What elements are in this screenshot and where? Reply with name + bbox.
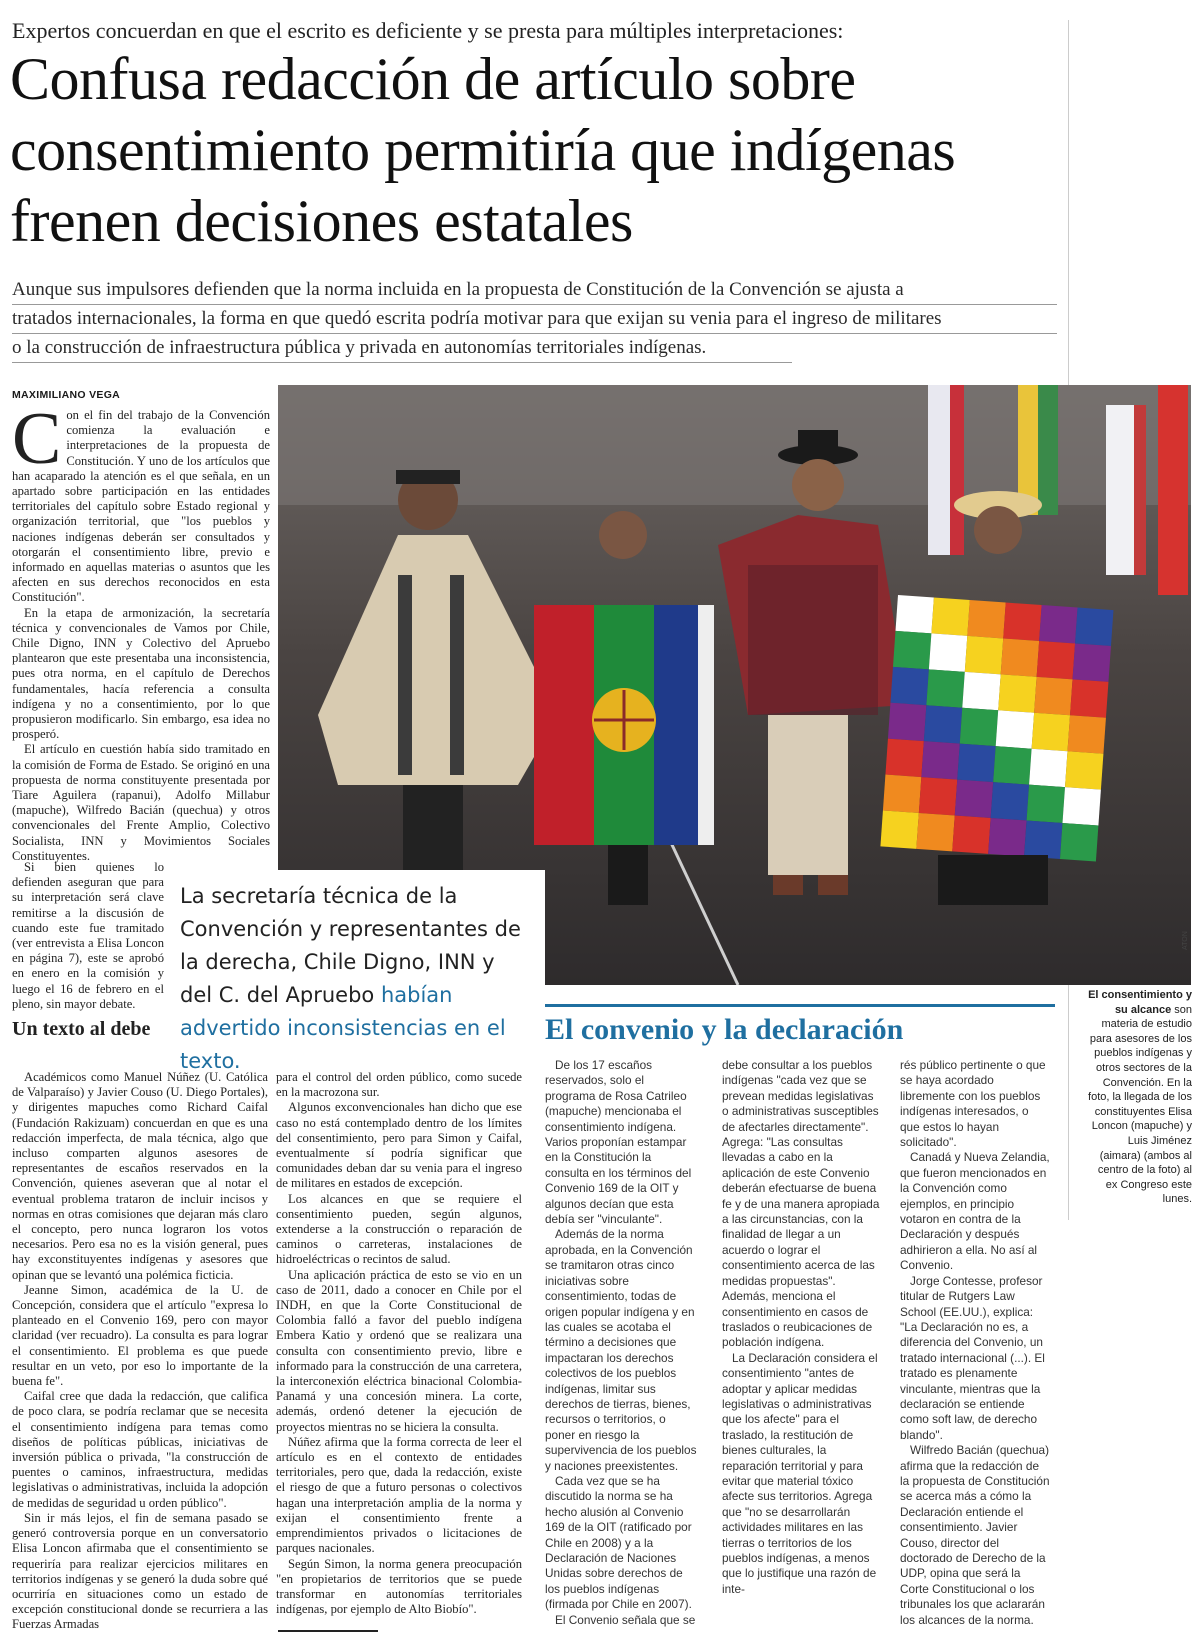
- paragraph: Académicos como Manuel Núñez (U. Católica de Valparaíso) y Javier Couso (U. Diego Portales), y dirigentes mapuches como Richard Caifal (Fundación Rakizuam) concuerdan en que es una redacción imperfecta, de mala técnica, algo que incluso comparten algunos asesores de representantes de escaños reservados en la Convención, quienes aseveran que al notar el eventual problema trataron de incluir incisos y normas en otras comisiones que dejaran más claro el concepto, pero nunca lograron los votos necesarios. Pero esa no es la visión general, pues hay exconstituyentes indígenas y asesores que opinan que se levantó una polémica ficticia.: [12, 1070, 268, 1282]
- body-column-a-narrow: [12, 860, 164, 1048]
- paragraph: El artículo en cuestión había sido tramitado en la comisión de Forma de Estado. Se originó en una propuesta de norma constituyente presentada por Tiare Aguilera (rapanui), Adolfo Millabur (mapuche), Wilfredo Bacián (quechua) y otros convencionales del Frente Amplio, Colectivo Socialista, INN y Movimientos Sociales Constituyentes.: [12, 742, 270, 863]
- box-paragraph: rés público pertinente o que se haya acordado libremente con los pueblos indígenas interesados, o que estos lo hayan solicitado".: [900, 1058, 1046, 1150]
- byline: MAXIMILIANO VEGA: [12, 389, 121, 401]
- paragraph: Una aplicación práctica de esto se vio en un caso de 2011, dado a conocer en Chile por el INDH, en que la Corte Constitucional de Colombia falló a favor del pueblo indígena Embera Katio y ordenó que se realizara una consulta con consentimiento previo, libre e informado para la construcción de una carretera, la interconexión eléctrica binacional Colombia-Panamá y una concesión minera. La corte, además, ordenó detener la ejecución de proyectos mientras no se hiciera la consulta.: [276, 1267, 522, 1434]
- paragraph: Con el fin del trabajo de la Convención comienza la evaluación e interpretaciones de la propuesta de Constitución. Y uno de los artículos que han acaparado la atención es el que señala, en un apartado sobre participación en las entidades territoriales del capítulo sobre Estado regional y organización territorial, que "los pueblos y naciones indígenas deberán ser consultados y otorgarán el consentimiento libre, previo e informado en aquellas materias o asuntos que les afecten en sus derechos reconocidos en esta Constitución".: [12, 398, 270, 605]
- paragraph: Núñez afirma que la forma correcta de leer el artículo es en el contexto de entidades territoriales, pero que, dada la redacción, existe el riesgo de que a futuro personas o colectivos hagan una interpretación amplia de la norma y exijan el consentimiento frente a emprendimientos privados o licitaciones de parques nacionales.: [276, 1434, 522, 1556]
- box-column-3: [900, 1058, 1050, 1628]
- body-column-a: [12, 398, 270, 864]
- pull-quote-highlight: habían advertido inconsistencias en el texto.: [180, 983, 506, 1073]
- headline: Confusa redacción de artículo sobre consentimiento permitiría que indígenas frenen decisiones estatales: [10, 46, 956, 254]
- paragraph: Los alcances en que se requiere el consentimiento pueden, según algunos, extenderse a la construcción o reparación de caminos o carreteras, instalaciones de hidroeléctricas o recintos de salud.: [276, 1191, 522, 1267]
- box-paragraph: Cada vez que se ha discutido la norma se ha hecho alusión al Convenio 169 de la OIT (ratificado por Chile en 2008) y a la Declaración de Naciones Unidas sobre derechos de los pueblos indígenas (firmada por Chile en 2007).: [545, 1473, 692, 1612]
- paragraph: Según Simon, la norma genera preocupación "en propietarios de territorios que se puede transformar en autonomías territoriales indígenas, por ejemplo de Alto Biobío".: [276, 1556, 522, 1617]
- body-column-a-lower: [12, 1070, 268, 1633]
- paragraph: Jeanne Simon, académica de la U. de Concepción, considera que el artículo "expresa lo planteado en el Convenio 169, pero con mayor claridad (ver recuadro). La consulta es para lograr el consentimiento. El problema es que puede resultar en un veto, por eso lo importante de la buena fe".: [12, 1282, 268, 1389]
- photo-credit: ATON: [1182, 931, 1189, 950]
- box-paragraph: De los 17 escaños reservados, solo el programa de Rosa Catrileo (mapuche) mencionaba el consentimiento indígena. Varios proponían estampar en la Constitución la consulta en los términos del Convenio 169 de la OIT y algunos decían que esta debía ser "vinculante".: [545, 1058, 692, 1227]
- box-paragraph: Jorge Contesse, profesor titular de Rutgers Law School (EE.UU.), explica: "La Declaración no es, a diferencia del Convenio, un tratado internacional (...). El tratado es plenamente vinculante, mientras que la declaración se entiende como soft law, de derecho blando".: [900, 1273, 1045, 1442]
- box-top-rule: [545, 1004, 1055, 1007]
- box-paragraph: La Declaración considera el consentimiento "antes de adoptar y aplicar medidas legislativas o administrativas que los afecte" para el traslado, la restitución de bienes culturales, la reparación territorial y para evitar que material tóxico afecte sus territorios. Agrega que "no se desarrollarán actividades militares en las tierras o territorios de los pueblos indígenas, a menos que lo justifique una razón de inte-: [722, 1350, 878, 1596]
- box-paragraph: debe consultar a los pueblos indígenas "cada vez que se prevean medidas legislativas o administrativas susceptibles de afectarles directamente". Agrega: "Las consultas llevadas a cabo en la aplicación de este Convenio deberán efectuarse de buena fe y de una manera apropiada a las circunstancias, con la finalidad de llegar a un acuerdo o lograr el consentimiento acerca de las medidas propuestas". Además, menciona el consentimiento en casos de traslados o reubicaciones de población indígena.: [722, 1058, 880, 1350]
- pull-quote-text: La secretaría técnica de la Convención y representantes de la derecha, Chile Digno, INN y del C. del Apruebo: [180, 884, 521, 1007]
- body-column-b: [276, 1070, 522, 1617]
- box-column-1: [545, 1058, 697, 1628]
- photo-caption: [1084, 988, 1192, 1207]
- caption-lead: El consentimiento y su alcance: [1088, 989, 1192, 1016]
- box-paragraph: Canadá y Nueva Zelandia, que fueron mencionados en la Convención como ejemplos, en principio votaron en contra de la Declaración y después adhirieron a ella. No así al Convenio.: [900, 1150, 1050, 1273]
- paragraph: En la etapa de armonización, la secretaría técnica y convencionales de Vamos por Chile, Chile Digno, INN y Colectivo del Apruebo plantearon que este presentaba una inconsistencia, pues otra norma, en el capítulo de Derechos fundamentales, hacía referencia a consulta indígena y no a consentimiento, por lo que propusieron modificarlo. Sin embargo, esa idea no prosperó.: [12, 605, 270, 742]
- box-paragraph: Wilfredo Bacián (quechua) afirma que la redacción de la propuesta de Constitución se acerca más a cómo la Declaración entiende el consentimiento. Javier Couso, director del doctorado de Derecho de la UDP, opina que será la Corte Constitucional o los tribunales los que aclararán los alcances de la norma.: [900, 1443, 1050, 1627]
- end-rule: [278, 1630, 378, 1632]
- paragraph: Si bien quienes lo defienden aseguran que para su interpretación será clave remitirse a la discusión de cuando este fue tramitado (ver entrevista a Elisa Loncon en página 7), este se aprobó en enero en la comisión y luego el 16 de febrero en el pleno, sin mayor debate.: [12, 860, 164, 1011]
- deck-line: o la construcción de infraestructura pública y privada en autonomías territoriales indígenas.: [12, 334, 792, 363]
- deck: [12, 276, 1057, 363]
- drop-cap: C: [12, 398, 62, 480]
- paragraph: Sin ir más lejos, el fin de semana pasado se generó controversia porque en un conversatorio Elisa Loncon afirmaba que el consentimiento se requeriría para realizar ejercicios militares en territorios indígenas y se generó la duda sobre qué ocurriría en situaciones como un estado de excepción constitucional donde se recurriera a las Fuerzas Armadas: [12, 1510, 268, 1632]
- paragraph: Algunos exconvencionales han dicho que ese caso no está contemplado dentro de los límites del consentimiento, pero para Simon y Caifal, eventualmente sí podría significar que comunidades deban dar su venia para el ingreso de militares en estados de excepción.: [276, 1100, 522, 1191]
- box-title: El convenio y la declaración: [545, 1013, 904, 1046]
- pull-quote: [180, 880, 530, 1078]
- paragraph: Caifal cree que dada la redacción, que califica de poco clara, se podría reclamar que se necesita el consentimiento indígena para temas como diseños de políticas públicas, iniciativas de inversión pública o privada, "la construcción de puentes o caminos, infraestructura, medidas legislativas o administrativas, incluida la adopción de medidas de seguridad u orden público".: [12, 1389, 268, 1510]
- kicker: Expertos concuerdan en que el escrito es deficiente y se presta para múltiples interpretaciones:: [12, 18, 844, 43]
- deck-line: Aunque sus impulsores defienden que la norma incluida en la propuesta de Constitución de la Convención se ajusta a: [12, 276, 1057, 305]
- box-paragraph: El Convenio señala que se: [555, 1612, 696, 1627]
- deck-line: tratados internacionales, la forma en que quedó escrita podría motivar para que exijan su venia para el ingreso de militares: [12, 305, 1057, 334]
- caption-text: son materia de estudio para asesores de los pueblos indígenas y otros sectores de la Convención. En la foto, la llegada de los constituyentes Elisa Loncon (mapuche) y Luis Jiménez (aimara) (ambos al centro de la foto) al ex Congreso este lunes.: [1088, 1003, 1192, 1206]
- box-column-2: [722, 1058, 882, 1597]
- paragraph: para el control del orden público, como sucede en la macrozona sur.: [276, 1070, 522, 1100]
- box-paragraph: Además de la norma aprobada, en la Convención se tramitaron otras cinco iniciativas sobre consentimiento, todas de origen popular indígena y en las cuales se acotaba el término a decisiones que impactaran los derechos colectivos de los pueblos indígenas, limitar sus derechos de tierras, bienes, recursos o territorios, o poner en riesgo la supervivencia de los pueblos y naciones preexistentes.: [545, 1227, 697, 1473]
- subhead: Un texto al debe: [12, 1018, 151, 1041]
